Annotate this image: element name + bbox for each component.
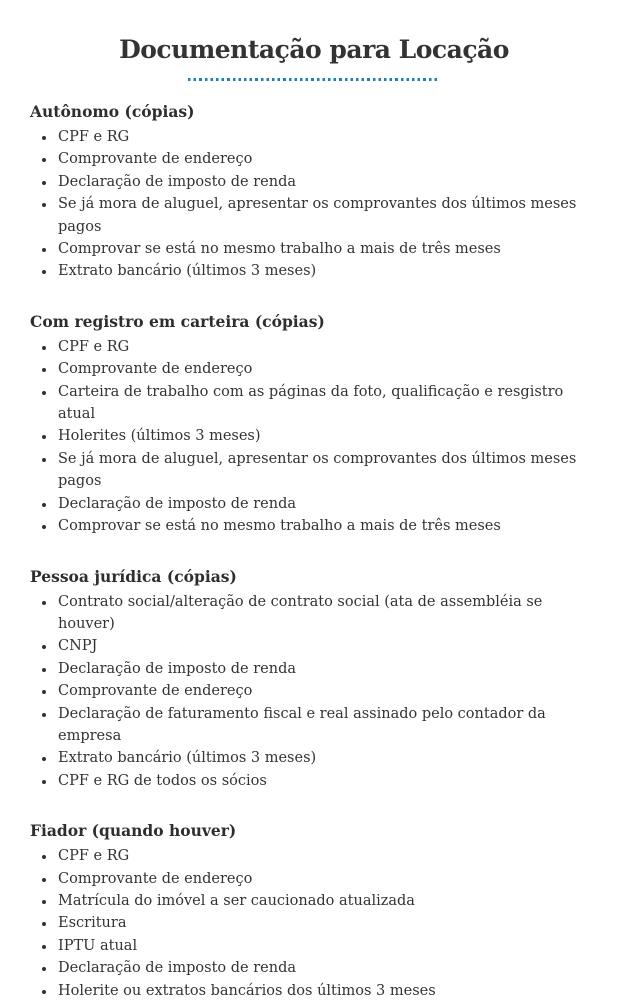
section-list	[30, 126, 598, 283]
list-item: • Comprovante de endereço	[56, 680, 598, 702]
list-item: • Holerites (últimos 3 meses)	[56, 425, 598, 447]
list-item: • Extrato bancário (últimos 3 meses)	[56, 747, 598, 769]
sections-container	[30, 101, 598, 1002]
page-title: Documentação para Locação	[119, 35, 509, 64]
section-list	[30, 336, 598, 538]
section-heading: Fiador (quando houver)	[30, 821, 237, 841]
list-item: • Declaração de faturamento fiscal e real assinado pelo contador da empresa	[56, 703, 598, 748]
list-item: • CPF e RG	[56, 336, 598, 358]
section-list	[30, 591, 598, 793]
list-item: • Declaração de imposto de renda	[56, 957, 598, 979]
list-item: • Comprovar se está no mesmo trabalho a mais de três meses	[56, 515, 598, 537]
section-heading: Pessoa jurídica (cópias)	[30, 566, 237, 586]
section-list	[30, 845, 598, 1002]
section-heading: Autônomo (cópias)	[30, 102, 195, 121]
list-item: • CPF e RG de todos os sócios	[56, 770, 598, 792]
document-section	[30, 566, 598, 793]
list-item: • IPTU atual	[56, 935, 598, 957]
list-item: • Comprovante de endereço	[56, 358, 598, 380]
list-item: • Comprovar se está no mesmo trabalho a mais de três meses	[56, 238, 598, 260]
list-item: • Holerite ou extratos bancários dos últimos 3 meses	[56, 980, 598, 1002]
list-item: • Se já mora de aluguel, apresentar os comprovantes dos últimos meses pagos	[56, 193, 598, 238]
list-item: • Comprovante de endereço	[56, 868, 598, 890]
document-section	[30, 101, 598, 283]
document-header	[30, 34, 598, 81]
document-section	[30, 311, 598, 538]
title-underline-dots	[188, 78, 440, 81]
list-item: • Carteira de trabalho com as páginas da foto, qualificação e resgistro atual	[56, 381, 598, 426]
list-item: • Contrato social/alteração de contrato social (ata de assembléia se houver)	[56, 591, 598, 636]
section-heading: Com registro em carteira (cópias)	[30, 311, 325, 331]
list-item: • Escritura	[56, 912, 598, 934]
list-item: • Declaração de imposto de renda	[56, 493, 598, 515]
document-section	[30, 820, 598, 1002]
list-item: • CPF e RG	[56, 845, 598, 867]
list-item: • Comprovante de endereço	[56, 148, 598, 170]
list-item: • Se já mora de aluguel, apresentar os comprovantes dos últimos meses pagos	[56, 448, 598, 493]
list-item: • Declaração de imposto de renda	[56, 171, 598, 193]
list-item: • CPF e RG	[56, 126, 598, 148]
list-item: • Extrato bancário (últimos 3 meses)	[56, 260, 598, 282]
list-item: • Matrícula do imóvel a ser caucionado atualizada	[56, 890, 598, 912]
list-item: • Declaração de imposto de renda	[56, 658, 598, 680]
list-item: • CNPJ	[56, 635, 598, 657]
